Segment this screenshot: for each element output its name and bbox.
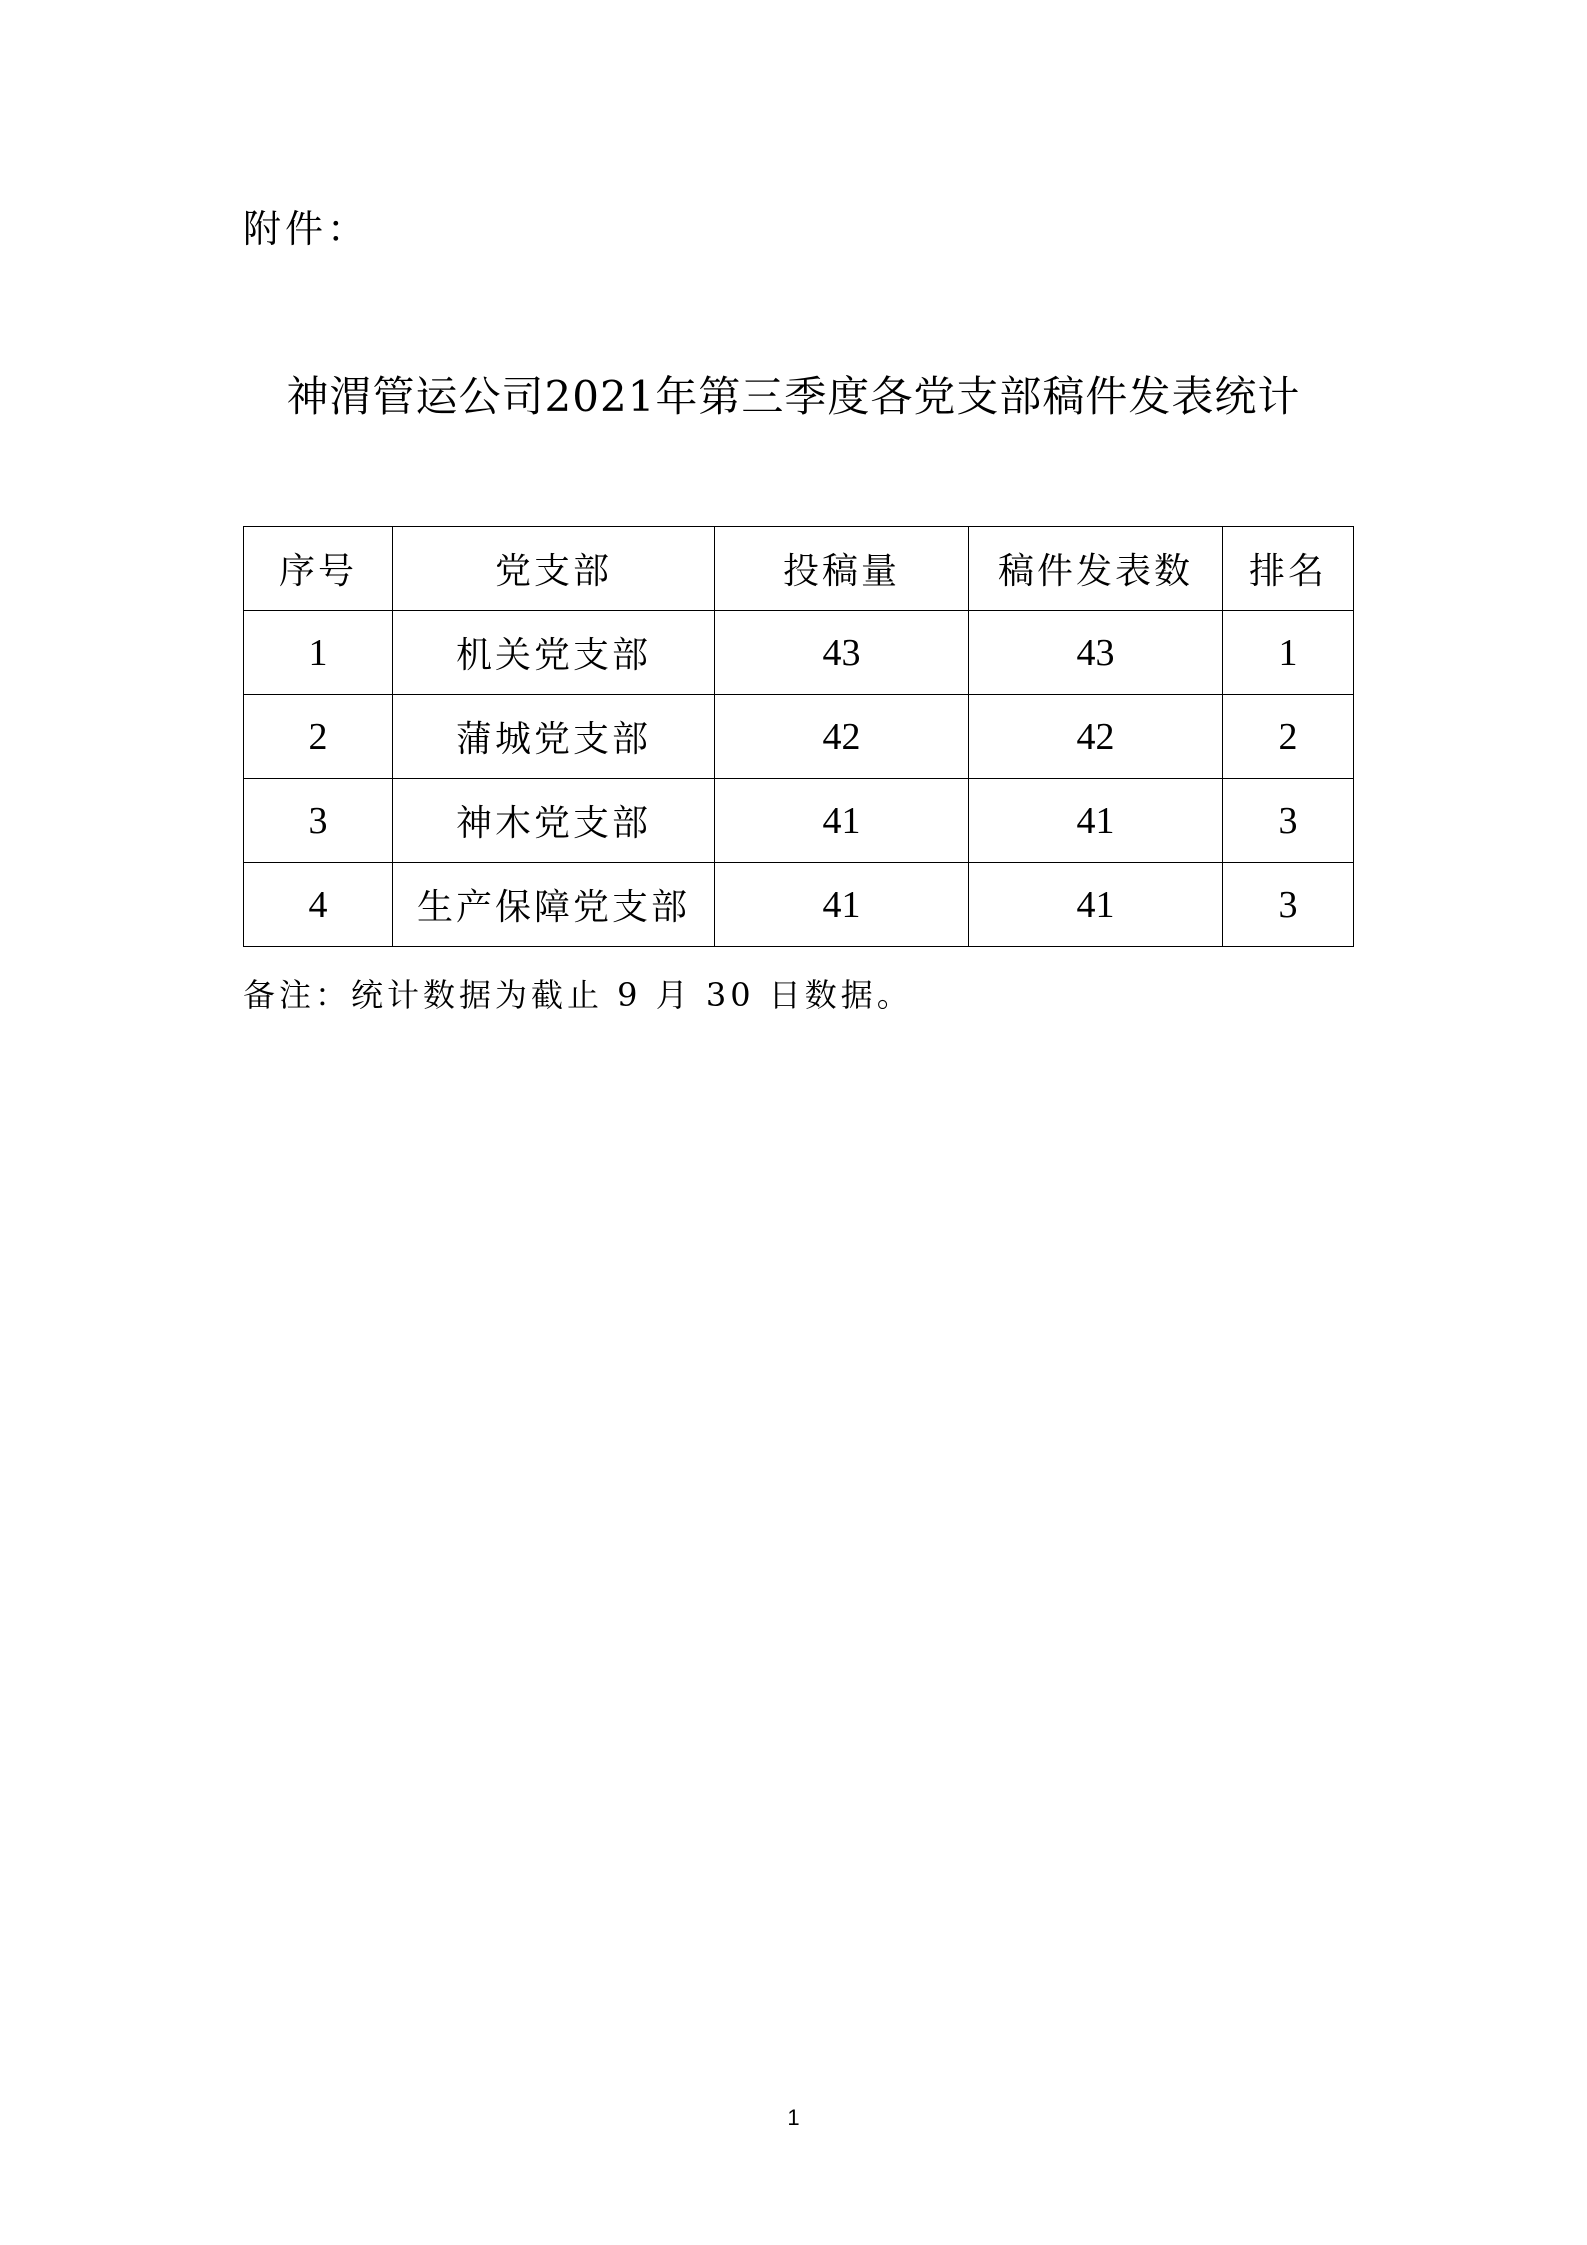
cell-branch: 蒲城党支部 [393, 695, 715, 779]
header-rank: 排名 [1223, 527, 1354, 611]
cell-index: 2 [244, 695, 393, 779]
remark-note: 备注：统计数据为截止 9 月 30 日数据。 [243, 976, 913, 1014]
header-index: 序号 [244, 527, 393, 611]
cell-submissions: 42 [715, 695, 969, 779]
cell-index: 1 [244, 611, 393, 695]
table-row [244, 779, 1354, 863]
cell-published: 41 [969, 863, 1223, 947]
cell-published: 42 [969, 695, 1223, 779]
cell-submissions: 41 [715, 863, 969, 947]
header-submissions: 投稿量 [715, 527, 969, 611]
document-title: 神渭管运公司2021年第三季度各党支部稿件发表统计 [286, 372, 1301, 421]
cell-submissions: 41 [715, 779, 969, 863]
cell-branch: 机关党支部 [393, 611, 715, 695]
cell-branch: 神木党支部 [393, 779, 715, 863]
header-published: 稿件发表数 [969, 527, 1223, 611]
table-header-row [244, 527, 1354, 611]
cell-submissions: 43 [715, 611, 969, 695]
header-branch: 党支部 [393, 527, 715, 611]
cell-rank: 2 [1223, 695, 1354, 779]
cell-index: 3 [244, 779, 393, 863]
cell-branch: 生产保障党支部 [393, 863, 715, 947]
table-row [244, 611, 1354, 695]
statistics-table [243, 526, 1354, 947]
table-row [244, 863, 1354, 947]
cell-published: 43 [969, 611, 1223, 695]
cell-index: 4 [244, 863, 393, 947]
attachment-label: 附件： [243, 207, 370, 251]
cell-rank: 3 [1223, 863, 1354, 947]
page-number: 1 [787, 2105, 800, 2130]
cell-rank: 3 [1223, 779, 1354, 863]
table-row [244, 695, 1354, 779]
cell-published: 41 [969, 779, 1223, 863]
cell-rank: 1 [1223, 611, 1354, 695]
